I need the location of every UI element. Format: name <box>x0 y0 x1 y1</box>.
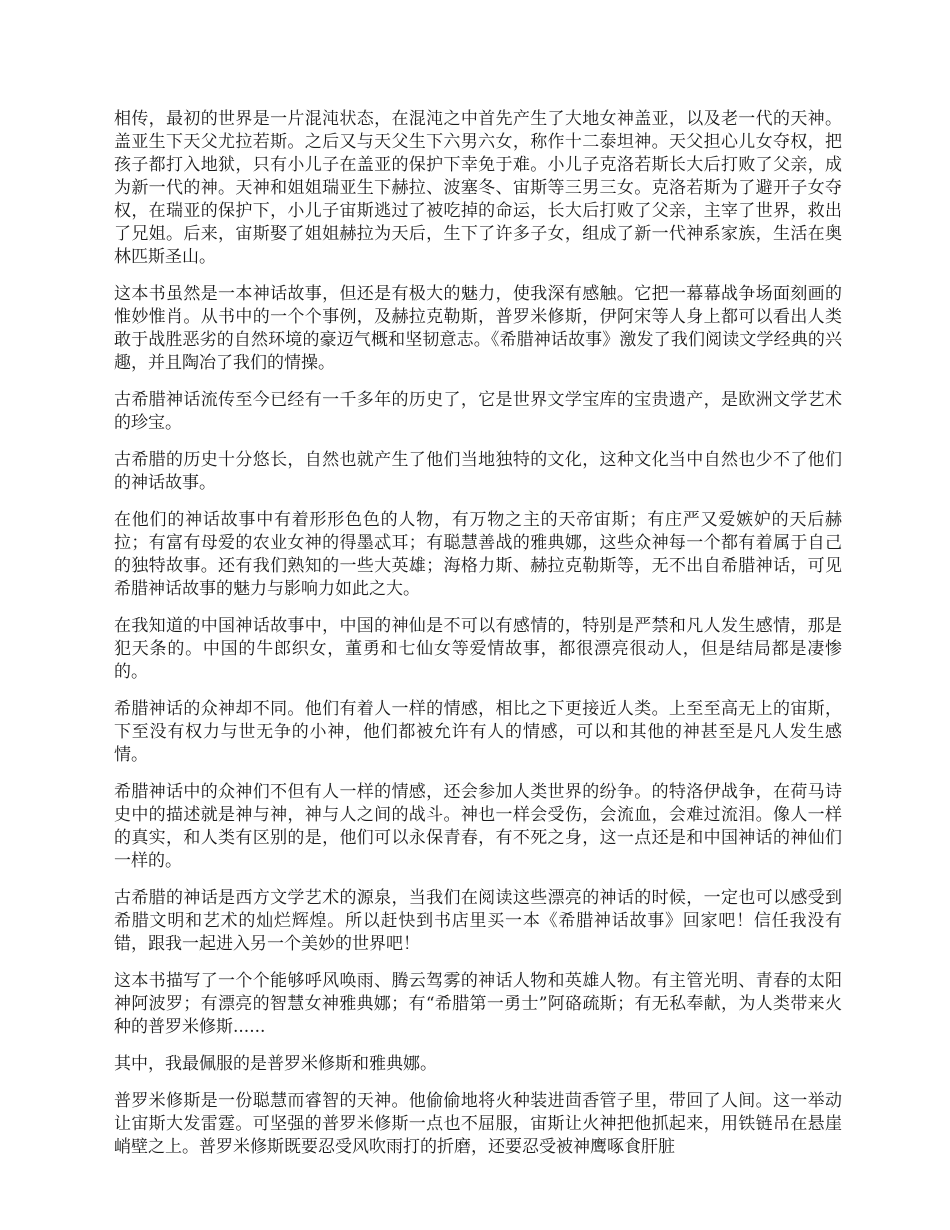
paragraph-3: 古希腊神话流传至今已经有一千多年的历史了，它是世界文学宝库的宝贵遗产，是欧洲文学艺术的珍宝。 <box>114 390 842 433</box>
paragraph-5: 在他们的神话故事中有着形形色色的人物，有万物之主的天帝宙斯；有庄严又爱嫉妒的天后赫拉；有富有母爱的农业女神的得墨忒耳；有聪慧善战的雅典娜，这些众神每一个都有着属于自己的独特故事。还有我们熟知的一些大英雄；海格力斯、赫拉克勒斯等，无不出自希腊神话，可见希腊神话故事的魅力与影响力如此之大。 <box>114 510 842 599</box>
paragraph-7: 希腊神话的众神却不同。他们有着人一样的情感，相比之下更接近人类。上至至高无上的宙斯，下至没有权力与世无争的小神，他们都被允许有人的情感，可以和其他的神甚至是凡人发生感情。 <box>114 699 842 765</box>
paragraph-6: 在我知道的中国神话故事中，中国的神仙是不可以有感情的，特别是严禁和凡人发生感情，那是犯天条的。中国的牛郎织女，董勇和七仙女等爱情故事，都很漂亮很动人，但是结局都是凄惨的。 <box>114 616 842 682</box>
paragraph-2: 这本书虽然是一本神话故事，但还是有极大的魅力，使我深有感触。它把一幕幕战争场面刻画的惟妙惟肖。从书中的一个个事例，及赫拉克勒斯，普罗米修斯，伊阿宋等人身上都可以看出人类敢于战胜恶劣的自然环境的豪迈气概和坚韧意志。《希腊神话故事》激发了我们阅读文学经典的兴趣，并且陶冶了我们的情操。 <box>114 284 842 373</box>
paragraph-4: 古希腊的历史十分悠长，自然也就产生了他们当地独特的文化，这种文化当中自然也少不了他们的神话故事。 <box>114 450 842 493</box>
paragraph-10: 这本书描写了一个个能够呼风唤雨、腾云驾雾的神话人物和英雄人物。有主管光明、青春的太阳神阿波罗；有漂亮的智慧女神雅典娜；有“希腊第一勇士”阿硌疏斯；有无私奉献，为人类带来火种的普罗米修斯...... <box>114 971 842 1037</box>
paragraph-9: 古希腊的神话是西方文学艺术的源泉，当我们在阅读这些漂亮的神话的时候，一定也可以感受到希腊文明和艺术的灿烂辉煌。所以赶快到书店里买一本《希腊神话故事》回家吧！信任我没有错，跟我一起进入另一个美妙的世界吧！ <box>114 888 842 954</box>
paragraph-12: 普罗米修斯是一份聪慧而睿智的天神。他偷偷地将火种装进茴香管子里，带回了人间。这一举动让宙斯大发雷霆。可坚强的普罗米修斯一点也不屈服，宙斯让火神把他抓起来，用铁链吊在悬崖峭壁之上。普罗米修斯既要忍受风吹雨打的折磨，还要忍受被神鹰啄食肝脏 <box>114 1091 842 1157</box>
paragraph-1: 相传，最初的世界是一片混沌状态，在混沌之中首先产生了大地女神盖亚，以及老一代的天神。盖亚生下天父尤拉若斯。之后又与天父生下六男六女，称作十二泰坦神。天父担心儿女夺权，把孩子都打入地狱，只有小儿子在盖亚的保护下幸免于难。小儿子克洛若斯长大后打败了父亲，成为新一代的神。天神和姐姐瑞亚生下赫拉、波塞冬、宙斯等三男三女。克洛若斯为了避开子女夺权，在瑞亚的保护下，小儿子宙斯逃过了被吃掉的命运，长大后打败了父亲，主宰了世界，救出了兄姐。后来，宙斯娶了姐姐赫拉为天后，生下了许多子女，组成了新一代神系家族，生活在奥林匹斯圣山。 <box>114 109 842 267</box>
paragraph-11: 其中，我最佩服的是普罗米修斯和雅典娜。 <box>114 1054 437 1074</box>
document-body <box>114 108 842 1173</box>
paragraph-8: 希腊神话中的众神们不但有人一样的情感，还会参加人类世界的纷争。的特洛伊战争，在荷马诗史中的描述就是神与神，神与人之间的战斗。神也一样会受伤，会流血，会难过流泪。像人一样的真实，和人类有区别的是，他们可以永保青春，有不死之身，这一点还是和中国神话的神仙们一样的。 <box>114 782 842 871</box>
